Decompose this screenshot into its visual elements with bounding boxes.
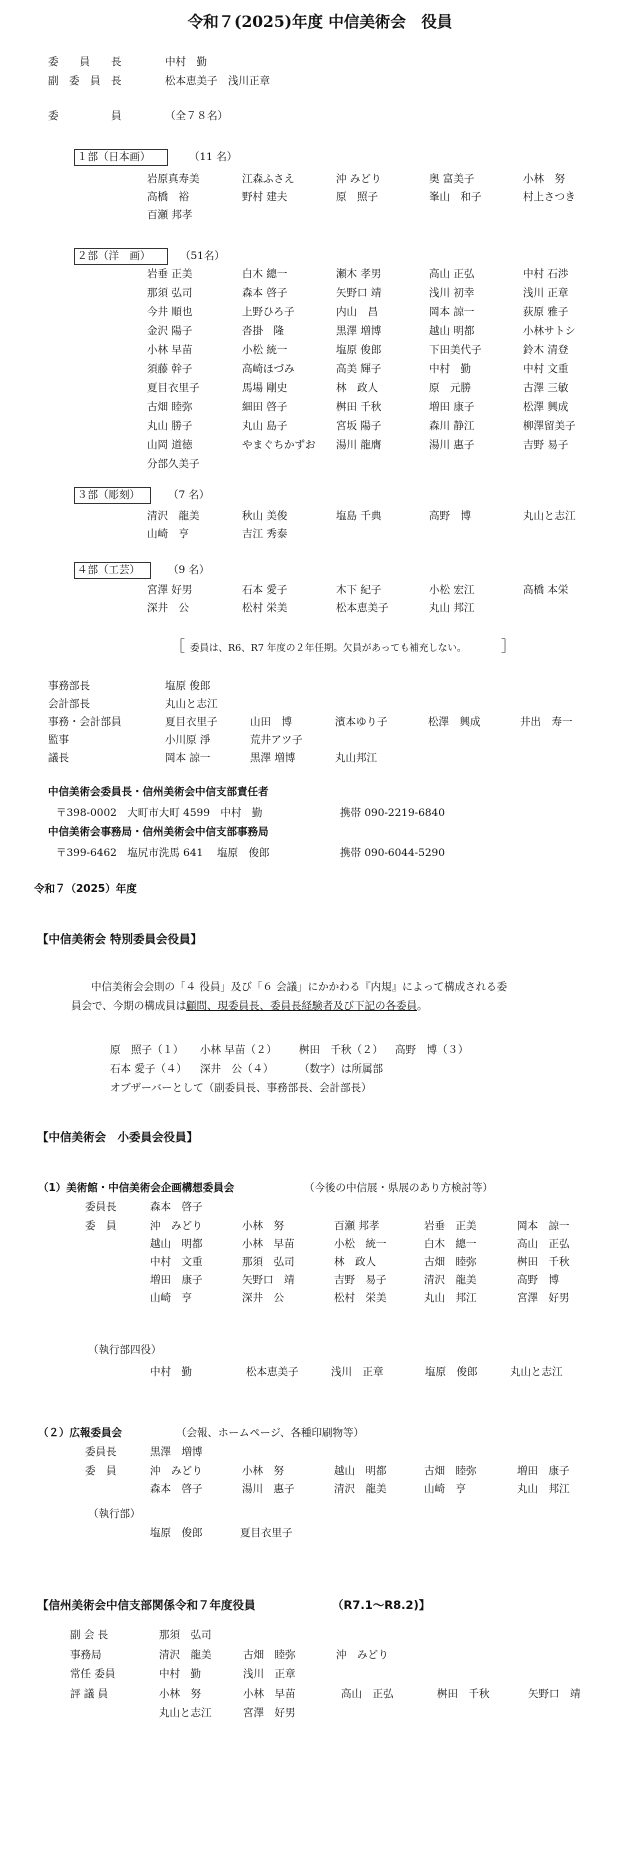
section-header: ３部（彫刻） [77, 489, 140, 501]
member-name: 百瀬 邦孝 [147, 209, 193, 221]
committee-member: 宮澤 好男 [517, 1292, 570, 1304]
member-name: 吉江 秀泰 [242, 528, 288, 540]
member-name: 峯山 和子 [429, 191, 482, 203]
office-name: 山田 博 [250, 716, 292, 728]
section-count: （7 名） [168, 489, 210, 501]
member-name: 荻原 雅子 [523, 306, 569, 318]
committee-title: （２）広報委員会 [38, 1427, 122, 1439]
section-header: ４部（工芸） [77, 564, 140, 576]
member-name: 山岡 道徳 [147, 439, 193, 451]
committee-exec-member: 塩原 俊郎 [150, 1527, 203, 1539]
section-count: （9 名） [168, 564, 210, 576]
committee-member: 小松 統一 [334, 1238, 387, 1250]
shinshu-name: 小林 努 [159, 1688, 201, 1700]
office-name: 荒井アツ子 [250, 734, 303, 746]
committee-member: 矢野口 靖 [242, 1274, 295, 1286]
member-name: 小松 宏江 [429, 584, 475, 596]
member-name: 深井 公 [147, 602, 189, 614]
member-name: 越山 明都 [429, 325, 475, 337]
member-name: 今井 順也 [147, 306, 193, 318]
committee-member: 増田 康子 [150, 1274, 203, 1286]
member-name: 岩垂 正美 [147, 268, 193, 280]
member-name: 高美 輝子 [336, 363, 382, 375]
special-paragraph-underlined: 顧問、現委員長、委員長経験者及び下記の各委員 [186, 1000, 417, 1012]
member-name: 内山 昌 [336, 306, 378, 318]
committee-member: 越山 明都 [150, 1238, 203, 1250]
committee-exec-member: 夏目衣里子 [240, 1527, 293, 1539]
section-count: （51名） [180, 250, 225, 262]
committee-member: 那須 弘司 [242, 1256, 295, 1268]
small-committee-heading: 【中信美術会 小委員会役員】 [37, 1130, 198, 1144]
member-name: 丸山 勝子 [147, 420, 193, 432]
member-name: 塩原 俊郎 [336, 344, 382, 356]
bracket-close: ］ [501, 637, 517, 655]
committee-member: 岡本 諒一 [517, 1220, 570, 1232]
special-member: 桝田 千秋（２） [299, 1044, 383, 1056]
office-name: 夏目衣里子 [165, 716, 218, 728]
contact-title: 中信美術会委員長・信州美術会中信支部責任者 [48, 786, 269, 798]
member-name: 湯川 龍膺 [336, 439, 382, 451]
header-role-label: 副 委 員 長 [48, 75, 122, 87]
shinshu-name: 沖 みどり [336, 1649, 389, 1661]
member-name: 森本 啓子 [242, 287, 288, 299]
office-name: 塩原 俊郎 [165, 680, 211, 692]
committee-member: 山崎 亨 [150, 1292, 192, 1304]
shinshu-period: （R7.1～R8.2)】 [332, 1598, 431, 1612]
office-name: 松澤 興成 [428, 716, 481, 728]
member-name: 黒澤 増博 [336, 325, 382, 337]
member-name: 上野ひろ子 [242, 306, 295, 318]
committee-member: 森本 啓子 [150, 1483, 203, 1495]
committee-exec-label: （執行部） [88, 1508, 141, 1520]
committee-exec-member: 丸山と志江 [510, 1366, 563, 1378]
member-name: 奥 富美子 [429, 173, 475, 185]
shinshu-role-label: 事務局 [70, 1649, 102, 1661]
member-name: 林 政人 [336, 382, 378, 394]
member-name: 原 照子 [336, 191, 378, 203]
fiscal-year-label: 令和７（2025）年度 [34, 883, 137, 895]
member-name: 森川 静江 [429, 420, 475, 432]
member-name: 小林サトシ [523, 325, 576, 337]
member-name: 高野 博 [429, 510, 471, 522]
committee-member: 清沢 龍美 [424, 1274, 477, 1286]
committee-member: 丸山 邦江 [424, 1292, 477, 1304]
committee-member: 高野 博 [517, 1274, 559, 1286]
member-name: 松澤 興成 [523, 401, 569, 413]
committee-member: 古畑 睦弥 [424, 1256, 477, 1268]
committee-member: 深井 公 [242, 1292, 284, 1304]
committee-member: 沖 みどり [150, 1220, 203, 1232]
member-name: 沖 みどり [336, 173, 382, 185]
committee-member: 小林 努 [242, 1465, 284, 1477]
office-label: 監事 [48, 734, 69, 746]
committee-chair-label: 委員長 [85, 1446, 117, 1458]
special-member: 石本 愛子（４） [110, 1063, 187, 1075]
member-name: 沓掛 隆 [242, 325, 284, 337]
member-name: 浅川 正章 [523, 287, 569, 299]
committee-exec-member: 塩原 俊郎 [425, 1366, 478, 1378]
member-name: 宮澤 好男 [147, 584, 193, 596]
office-name: 岡本 諒一 [165, 752, 211, 764]
contact-address: 〒399-6462 塩尻市洗馬 641 塩原 俊郎 [56, 847, 270, 859]
member-name: 那須 弘司 [147, 287, 193, 299]
office-label: 事務・会計部員 [48, 716, 122, 728]
member-name: 瀬木 孝男 [336, 268, 382, 280]
member-name: 吉野 易子 [523, 439, 569, 451]
member-name: 高崎ほづみ [242, 363, 295, 375]
committee-note: （会報、ホームページ、各種印刷物等） [176, 1427, 364, 1439]
member-name: 須藤 幹子 [147, 363, 193, 375]
special-paragraph-suffix: 。 [417, 1000, 428, 1012]
member-name: 塩島 千典 [336, 510, 382, 522]
member-name: 村上さつき [523, 191, 576, 203]
office-label: 会計部長 [48, 698, 90, 710]
special-paragraph-prefix: 員会で、今期の構成員は [71, 1000, 187, 1012]
member-name: 岡本 諒一 [429, 306, 475, 318]
committee-exec-label: （執行部四役） [88, 1344, 162, 1356]
shinshu-name: 中村 勤 [159, 1668, 201, 1680]
office-name: 丸山と志江 [165, 698, 218, 710]
special-member: 小林 早苗（２） [200, 1044, 277, 1056]
member-name: 湯川 惠子 [429, 439, 475, 451]
member-name: 丸山 邦江 [429, 602, 475, 614]
member-name: 秋山 美俊 [242, 510, 288, 522]
committee-member: 湯川 惠子 [242, 1483, 295, 1495]
committee-member: 吉野 易子 [334, 1274, 387, 1286]
special-committee-heading: 【中信美術会 特別委員会役員】 [37, 932, 203, 946]
member-name: 小松 統一 [242, 344, 288, 356]
member-name: 古畑 睦弥 [147, 401, 193, 413]
member-name: 増田 康子 [429, 401, 475, 413]
office-name: 小川原 淨 [165, 734, 211, 746]
shinshu-name: 古畑 睦弥 [243, 1649, 296, 1661]
member-name: 古澤 三敏 [523, 382, 569, 394]
member-name: 丸山 島子 [242, 420, 288, 432]
committee-exec-member: 浅川 正章 [331, 1366, 384, 1378]
committee-note: （今後の中信展・県展のあり方検討等） [304, 1182, 493, 1194]
special-member: 深井 公（４） [200, 1063, 274, 1075]
member-name: 高橋 本栄 [523, 584, 569, 596]
office-name: 黒澤 増博 [250, 752, 296, 764]
shinshu-name: 宮澤 好男 [243, 1707, 296, 1719]
member-name: 小林 早苗 [147, 344, 193, 356]
member-name: 細田 啓子 [242, 401, 288, 413]
committee-member: 松村 栄美 [334, 1292, 387, 1304]
contact-title: 中信美術会事務局・信州美術会中信支部事務局 [48, 826, 269, 838]
member-name: 松村 栄美 [242, 602, 288, 614]
office-name: 井出 寿一 [520, 716, 573, 728]
committee-exec-member: 松本恵美子 [246, 1366, 299, 1378]
shinshu-role-label: 常任 委員 [70, 1668, 116, 1680]
member-name: 清沢 龍美 [147, 510, 200, 522]
committee-member: 山崎 亨 [424, 1483, 466, 1495]
member-name: 柳澤留美子 [523, 420, 576, 432]
committee-members-label: 委 員 [85, 1220, 117, 1232]
member-name: 中村 文重 [523, 363, 569, 375]
member-name: 馬場 剛史 [242, 382, 288, 394]
shinshu-name: 那須 弘司 [159, 1629, 212, 1641]
shinshu-name: 丸山と志江 [159, 1707, 212, 1719]
member-name: 岩原真寿美 [147, 173, 200, 185]
committee-member: 岩垂 正美 [424, 1220, 477, 1232]
member-name: 江森ふさえ [242, 173, 295, 185]
header-role-value: 中村 勤 [165, 56, 207, 68]
term-note: 委員は、R6、R7 年度の２年任期。欠員があっても補充しない。 [190, 643, 467, 654]
committee-member: 越山 明都 [334, 1465, 387, 1477]
shinshu-name: 高山 正弘 [341, 1688, 394, 1700]
committee-chair: 黒澤 増博 [150, 1446, 203, 1458]
member-name: 浅川 初幸 [429, 287, 475, 299]
committee-chair: 森本 啓子 [150, 1201, 203, 1213]
special-member: 原 照子（１） [110, 1044, 184, 1056]
special-member: 高野 博（３） [395, 1044, 469, 1056]
member-name: 高山 正弘 [429, 268, 475, 280]
member-name: 白木 總一 [242, 268, 288, 280]
shinshu-role-label: 副 会 長 [70, 1629, 109, 1641]
shinshu-heading: 【信州美術会中信支部関係令和７年度役員 [37, 1598, 256, 1612]
special-paragraph: 中信美術会会則の「４ 役員」及び「６ 会議」にかかわる『内規』によって構成される委 [91, 981, 508, 993]
section-count: （11 名） [189, 151, 238, 163]
header-role-label: 委 員 長 [48, 56, 122, 68]
committee-member: 小林 努 [242, 1220, 284, 1232]
member-name: 金沢 陽子 [147, 325, 193, 337]
contact-address: 〒398-0002 大町市大町 4599 中村 勤 [56, 807, 263, 819]
member-name: 下田美代子 [429, 344, 482, 356]
office-name: 丸山邦江 [335, 752, 377, 764]
member-name: 中村 勤 [429, 363, 471, 375]
committee-exec-member: 中村 勤 [150, 1366, 192, 1378]
observer-note: オブザーバーとして（副委員長、事務部長、会計部長） [110, 1082, 372, 1094]
contact-phone: 携帯 090-2219-6840 [340, 807, 445, 819]
shinshu-name: 浅川 正章 [243, 1668, 296, 1680]
header-role-value: 松本恵美子 浅川正章 [165, 75, 270, 87]
member-name: 夏目衣里子 [147, 382, 200, 394]
member-name: やまぐちかずお [242, 439, 316, 451]
shinshu-name: 桝田 千秋 [437, 1688, 490, 1700]
committee-member: 桝田 千秋 [517, 1256, 570, 1268]
header-role-value: （全７８名） [165, 110, 228, 122]
member-name: 桝田 千秋 [336, 401, 382, 413]
member-name: 木下 紀子 [336, 584, 382, 596]
member-name: 野村 建夫 [242, 191, 288, 203]
committee-member: 白木 總一 [424, 1238, 477, 1250]
member-name: 丸山と志江 [523, 510, 576, 522]
committee-member: 沖 みどり [150, 1465, 203, 1477]
shinshu-role-label: 評 議 員 [70, 1688, 109, 1700]
member-name: 鈴木 清登 [523, 344, 569, 356]
committee-chair-label: 委員長 [85, 1201, 117, 1213]
office-label: 事務部長 [48, 680, 90, 692]
office-name: 濱本ゆり子 [335, 716, 388, 728]
committee-member: 清沢 龍美 [334, 1483, 387, 1495]
shinshu-name: 矢野口 靖 [528, 1688, 581, 1700]
member-name: 中村 石渉 [523, 268, 569, 280]
header-role-label: 委 員 [48, 110, 122, 122]
committee-member: 増田 康子 [517, 1465, 570, 1477]
committee-member: 林 政人 [334, 1256, 376, 1268]
section-header: １部（日本画） [77, 151, 151, 163]
member-name: 石本 愛子 [242, 584, 288, 596]
special-member: （数字）は所属部 [299, 1063, 383, 1075]
member-name: 原 元勝 [429, 382, 471, 394]
committee-member: 中村 文重 [150, 1256, 203, 1268]
page-title: 令和７(2025)年度 中信美術会 役員 [187, 12, 453, 31]
member-name: 宮坂 陽子 [336, 420, 382, 432]
member-name: 松本恵美子 [336, 602, 389, 614]
member-name: 矢野口 靖 [336, 287, 382, 299]
office-label: 議長 [48, 752, 69, 764]
shinshu-name: 清沢 龍美 [159, 1649, 212, 1661]
bracket-open: ［ [170, 637, 186, 655]
contact-phone: 携帯 090-6044-5290 [340, 847, 445, 859]
committee-member: 高山 正弘 [517, 1238, 570, 1250]
member-name: 小林 努 [523, 173, 565, 185]
committee-member: 古畑 睦弥 [424, 1465, 477, 1477]
committee-member: 百瀬 邦孝 [334, 1220, 380, 1232]
shinshu-name: 小林 早苗 [243, 1688, 296, 1700]
member-name: 分部久美子 [147, 458, 200, 470]
committee-member: 丸山 邦江 [517, 1483, 570, 1495]
committee-members-label: 委 員 [85, 1465, 117, 1477]
committee-title: （1）美術館・中信美術会企画構想委員会 [38, 1182, 235, 1194]
section-header: ２部（洋 画） [77, 250, 151, 262]
member-name: 高橋 裕 [147, 191, 189, 203]
member-name: 山崎 亨 [147, 528, 189, 540]
committee-member: 小林 早苗 [242, 1238, 295, 1250]
